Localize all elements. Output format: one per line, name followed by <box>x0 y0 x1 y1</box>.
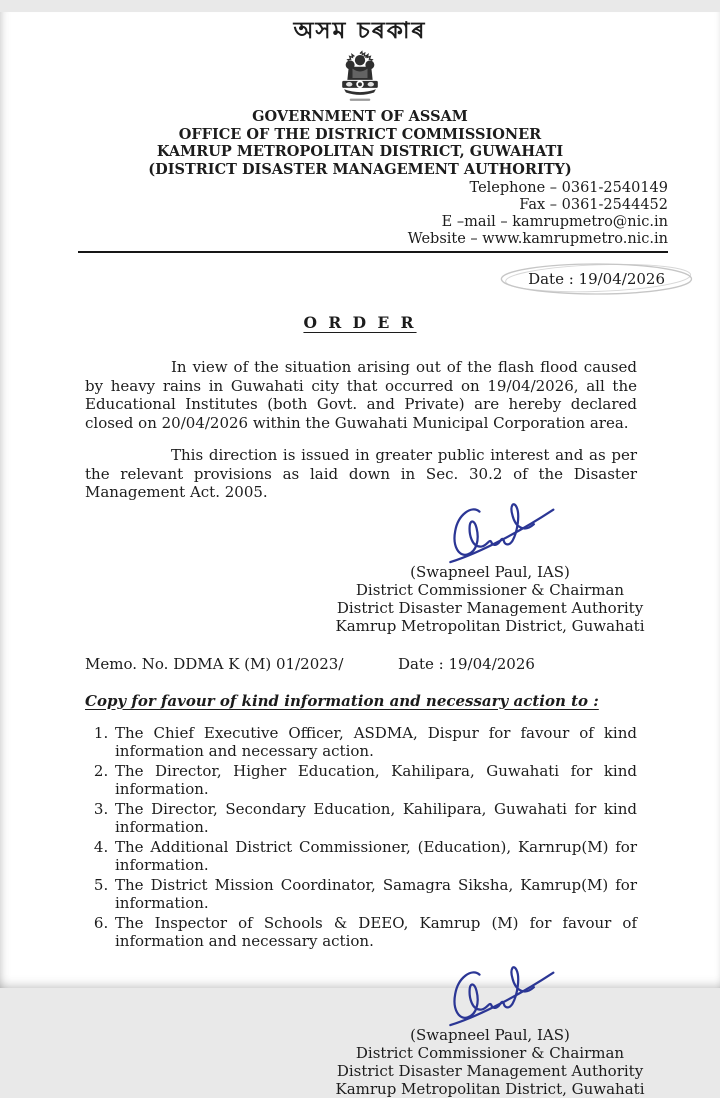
handwritten-signature-icon <box>430 961 562 1029</box>
header-line-authority: (DISTRICT DISASTER MANAGEMENT AUTHORITY) <box>148 160 572 178</box>
govt-native-title: অসম চৰকাৰ <box>293 17 427 44</box>
signatory-title-1: District Commissioner & Chairman <box>355 580 625 599</box>
order-body <box>85 358 637 502</box>
contact-block <box>0 180 668 248</box>
copy-recipients-list <box>85 724 637 951</box>
signatory-title-2: District Disaster Management Authority <box>336 598 644 617</box>
list-item: 4. The Additional District Commissioner, (Education), Karnrup(M) for information. <box>113 838 637 875</box>
handwritten-signature-icon <box>430 498 562 566</box>
signature-block-bottom <box>315 961 665 1098</box>
list-item: 2. The Director, Higher Education, Kahilipara, Guwahati for kind information. <box>113 762 637 799</box>
signatory-title-2: District Disaster Management Authority <box>336 1061 644 1080</box>
office-header <box>0 108 720 178</box>
signatory-title-1: District Commissioner & Chairman <box>355 1043 625 1062</box>
list-item: 1. The Chief Executive Officer, ASDMA, Dispur for favour of kind information and necessary action. <box>113 724 637 761</box>
contact-fax: Fax – 0361-2544452 <box>519 197 668 213</box>
header-line-govt: GOVERNMENT OF ASSAM <box>252 108 468 125</box>
signatory-name: (Swapneel Paul, IAS) <box>410 562 570 581</box>
memo-line <box>85 655 637 675</box>
header-divider <box>78 251 668 253</box>
scanned-order-document <box>0 12 720 1098</box>
date-row <box>0 261 695 303</box>
list-item: 6. The Inspector of Schools & DEEO, Kamrup (M) for favour of information and necessary action. <box>113 914 637 951</box>
emblem-container <box>0 51 720 105</box>
header-line-office: OFFICE OF THE DISTRICT COMMISSIONER <box>178 125 542 143</box>
date-stamp-text: Date : 19/04/2026 <box>528 270 665 288</box>
memo-number: Memo. No. DDMA K (M) 01/2023/ <box>85 654 344 673</box>
list-item: 5. The District Mission Coordinator, Samagra Siksha, Kamrup(M) for information. <box>113 876 637 913</box>
copy-list-heading: Copy for favour of kind information and necessary action to : <box>85 691 599 710</box>
signatory-name: (Swapneel Paul, IAS) <box>410 1025 570 1044</box>
signatory-title-3: Kamrup Metropolitan District, Guwahati <box>335 1079 645 1098</box>
order-heading: O R D E R <box>303 313 417 332</box>
contact-email: E –mail – kamrupmetro@nic.in <box>441 214 668 230</box>
signatory-title-3: Kamrup Metropolitan District, Guwahati <box>335 616 645 635</box>
signature-block-top <box>315 498 665 635</box>
list-item: 3. The Director, Secondary Education, Kahilipara, Guwahati for kind information. <box>113 800 637 837</box>
contact-telephone: Telephone – 0361-2540149 <box>469 180 668 196</box>
date-stamp <box>498 261 695 297</box>
order-paragraph-2: This direction is issued in greater public interest and as per the relevant provisions as laid down in Sec. 30.2 of the Disaster Management Act. 2005. <box>85 446 637 501</box>
order-paragraph-1: In view of the situation arising out of the flash flood caused by heavy rains in Guwahati city that occurred on 19/04/2026, all the Educational Institutes (both Govt. and Private) are hereby declared closed on 20/04/2026 within the Guwahati Municipal Corporation area. <box>85 358 637 432</box>
national-emblem-icon <box>330 51 390 105</box>
memo-date: Date : 19/04/2026 <box>398 654 535 673</box>
contact-website: Website – www.kamrupmetro.nic.in <box>407 231 668 247</box>
header-line-district: KAMRUP METROPOLITAN DISTRICT, GUWAHATI <box>156 143 564 160</box>
